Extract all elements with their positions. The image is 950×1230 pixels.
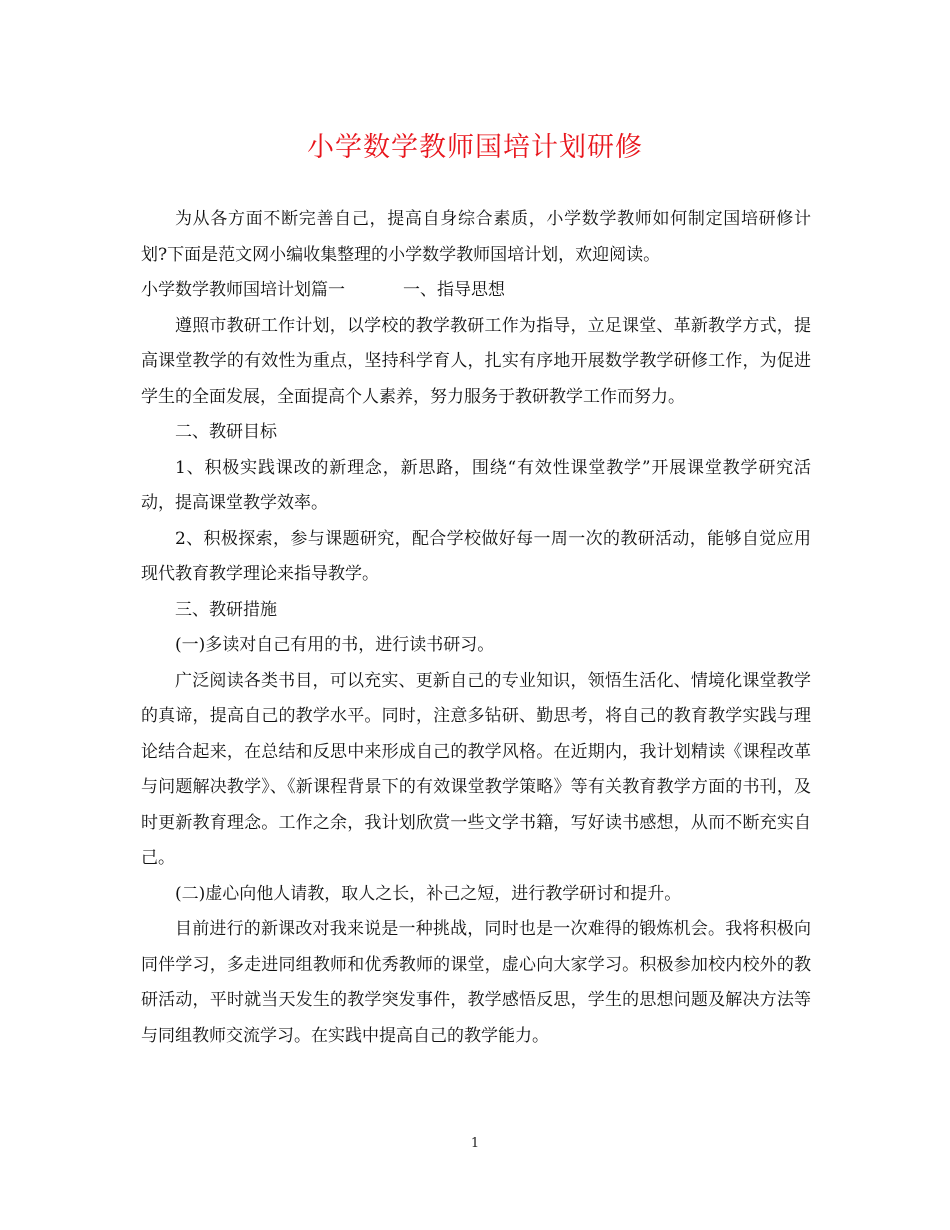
measure-paragraph-2: 目前进行的新课改对我来说是一种挑战，同时也是一次难得的锻炼机会。我将积极向同伴学习，多走进同组教师和优秀教师的课堂，虚心向大家学习。积极参加校内校外的教研活动，平时就当天发生的教学突发事件，教学感悟反思，学生的思想问题及解决方法等与同组教师交流学习。在实践中提高自己的教学能力。 — [141, 919, 811, 1046]
document-title: 小学数学教师国培计划研修 — [307, 132, 643, 163]
measure-heading-2: (二)虚心向他人请教，取人之长，补己之短，进行教学研讨和提升。 — [175, 883, 682, 904]
document-body — [141, 202, 811, 1054]
section-line — [141, 273, 811, 309]
page-number: 1 — [470, 1136, 480, 1151]
measure-heading-1: (一)多读对自己有用的书，进行读书研习。 — [175, 635, 495, 655]
guiding-thought-paragraph: 遵照市教研工作计划，以学校的教学教研工作为指导，立足课堂、革新教学方式，提高课堂教学的有效性为重点，坚持科学育人，扎实有序地开展数学教学研修工作，为促进学生的全面发展，全面提高个人素养，努力服务于教研教学工作而努力。 — [141, 315, 811, 407]
goal-item-1: 1、积极实践课改的新理念，新思路，围绕“有效性课堂教学”开展课堂教学研究活动，提高课堂教学效率。 — [141, 457, 811, 513]
section-heading-goals: 二、教研目标 — [175, 422, 277, 442]
section-heading-guiding-thought: 一、指导思想 — [403, 280, 505, 300]
intro-paragraph: 为从各方面不断完善自己，提高自身综合素质，小学数学教师如何制定国培研修计划?下面是范文网小编收集整理的小学数学教师国培计划，欢迎阅读。 — [141, 209, 811, 265]
goal-item-2: 2、积极探索，参与课题研究，配合学校做好每一周一次的教研活动，能够自觉应用现代教育教学理论来指导教学。 — [141, 528, 811, 584]
measure-paragraph-1: 广泛阅读各类书目，可以充实、更新自己的专业知识，领悟生活化、情境化课堂教学的真谛，提高自己的教学水平。同时，注意多钻研、勤思考，将自己的教育教学实践与理论结合起来，在总结和反思中来形成自己的教学风格。在近期内，我计划精读《课程改革与问题解决教学》、《新课程背景下的有效课堂教学策略》等有关教育教学方面的书刊，及时更新教育理念。工作之余，我计划欣赏一些文学书籍，写好读书感想，从而不断充实自己。 — [141, 670, 811, 868]
section-part-label: 小学数学教师国培计划篇一 — [141, 280, 345, 300]
section-heading-measures: 三、教研措施 — [175, 599, 277, 620]
